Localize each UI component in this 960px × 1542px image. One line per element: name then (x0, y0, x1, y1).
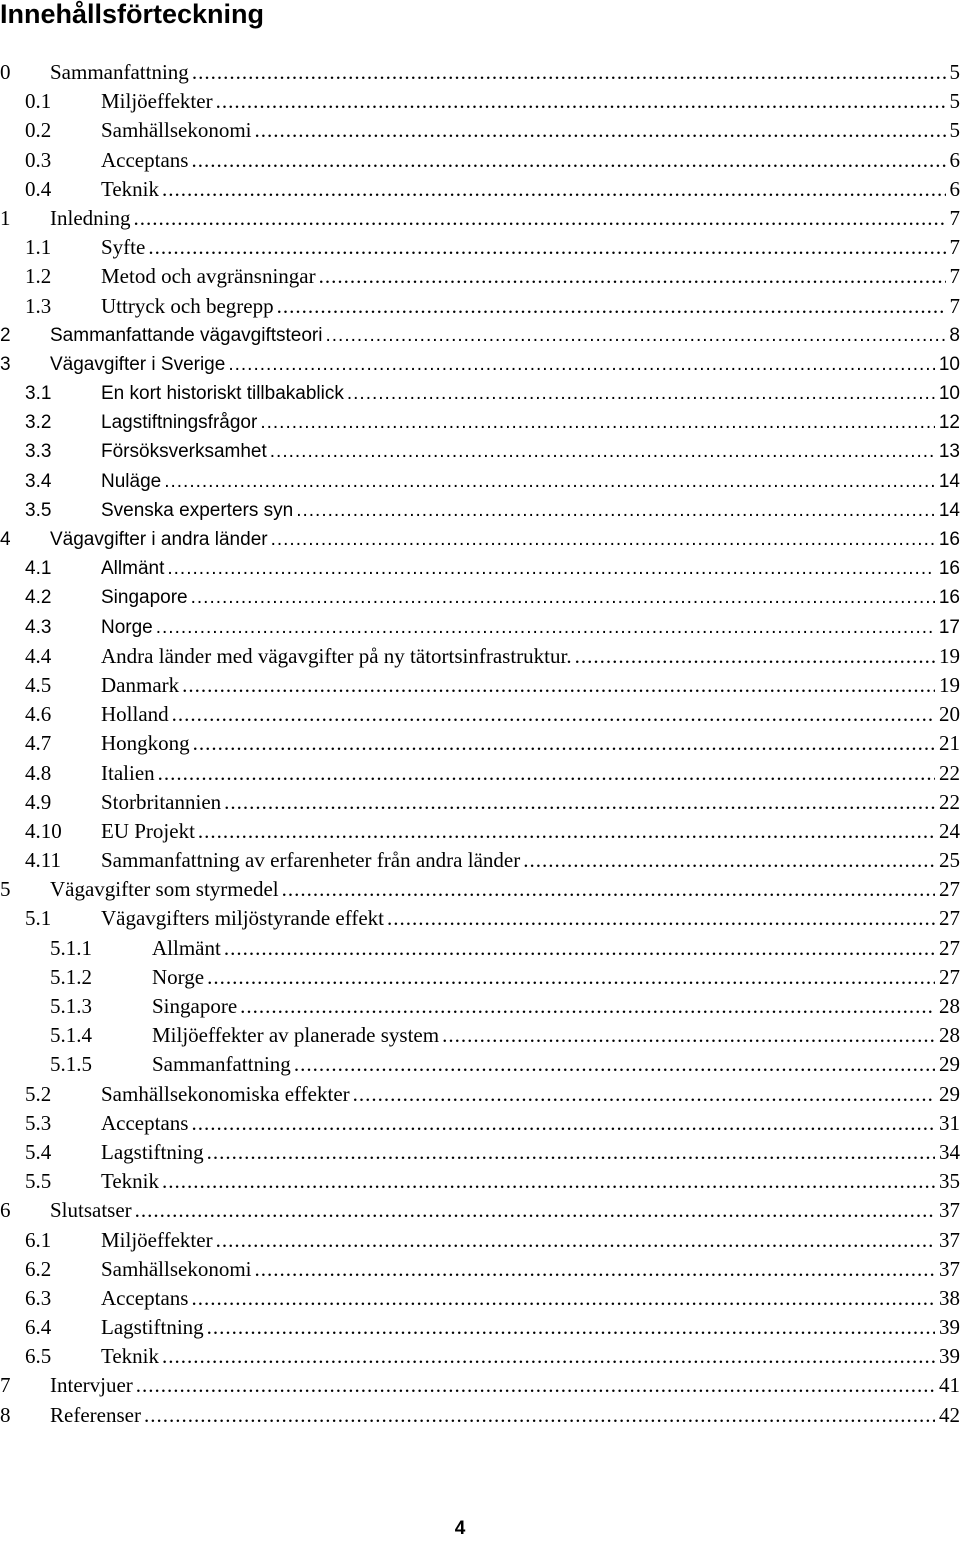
toc-entry-page: 7 (946, 233, 960, 262)
toc-entry[interactable] (0, 963, 960, 992)
toc-dot-leader (347, 379, 935, 408)
toc-entry-line (101, 817, 960, 846)
toc-entry[interactable] (0, 262, 960, 291)
toc-entry-page: 20 (935, 700, 960, 729)
toc-entry-number: 4.5 (25, 672, 52, 697)
toc-dot-leader (270, 437, 935, 466)
toc-entry-number: 5.5 (25, 1169, 52, 1194)
toc-entry-label: Samhällsekonomiska effekter (101, 1080, 353, 1109)
toc-entry-label: Svenska experters syn (101, 496, 296, 525)
toc-entry-line (101, 292, 960, 321)
toc-entry-line (101, 554, 960, 583)
toc-dot-leader (198, 817, 935, 846)
toc-entry-line (101, 583, 960, 612)
toc-entry-number: 0.4 (25, 176, 52, 201)
toc-dot-leader (136, 1371, 935, 1400)
toc-entry[interactable] (0, 146, 960, 175)
toc-dot-leader (182, 671, 935, 700)
toc-entry-label: Allmänt (101, 554, 167, 583)
toc-entry-line (101, 1284, 960, 1313)
toc-entry-line (101, 1255, 960, 1284)
toc-entry[interactable] (0, 175, 960, 204)
toc-entry-number: 4.3 (25, 616, 52, 638)
toc-entry-page: 28 (935, 992, 960, 1021)
toc-entry-number: 5.1.4 (50, 1023, 92, 1048)
toc-entry[interactable] (0, 1109, 960, 1138)
toc-entry-label: Singapore (101, 583, 191, 612)
toc-entry-page: 10 (935, 350, 960, 379)
toc-entry[interactable] (0, 1050, 960, 1079)
toc-entry-number: 6.4 (25, 1315, 52, 1340)
toc-entry-number: 4 (0, 529, 11, 550)
toc-entry-number: 4.8 (25, 760, 52, 785)
toc-entry-line (152, 992, 960, 1021)
toc-dot-leader (271, 525, 935, 554)
toc-entry[interactable] (0, 233, 960, 262)
toc-dot-leader (442, 1021, 935, 1050)
toc-entry-label: Miljöeffekter (101, 87, 216, 116)
toc-entry-line (101, 437, 960, 466)
toc-entry-page: 16 (935, 554, 960, 583)
toc-entry-page: 27 (935, 875, 960, 904)
toc-dot-leader (575, 642, 935, 671)
toc-entry-label: Italien (101, 759, 158, 788)
toc-entry-page: 19 (935, 671, 960, 700)
toc-entry-number: 0.2 (25, 118, 52, 143)
toc-entry-page: 24 (935, 817, 960, 846)
toc-entry-line (101, 846, 960, 875)
toc-entry-number: 6.2 (25, 1256, 52, 1281)
toc-dot-leader (172, 700, 935, 729)
toc-entry-page: 39 (935, 1313, 960, 1342)
toc-entry-page: 14 (935, 467, 960, 496)
toc-entry-label: Inledning (50, 204, 133, 233)
toc-entry-line (50, 321, 960, 350)
toc-entry-label: Referenser (50, 1401, 144, 1430)
toc-entry-line (101, 233, 960, 262)
toc-entry-number: 5.1.5 (50, 1052, 92, 1077)
toc-dot-leader (240, 992, 935, 1021)
toc-entry-line (101, 1226, 960, 1255)
toc-entry[interactable] (0, 1196, 960, 1225)
toc-entry-line (50, 350, 960, 379)
toc-entry-number: 5.4 (25, 1139, 52, 1164)
toc-dot-leader (162, 1342, 935, 1371)
toc-entry[interactable] (0, 292, 960, 321)
toc-entry-label: Vägavgifter i andra länder (50, 525, 271, 554)
toc-entry-number: 1.3 (25, 293, 52, 318)
toc-entry[interactable] (0, 1138, 960, 1167)
toc-entry[interactable] (0, 700, 960, 729)
toc-entry-label: Singapore (152, 992, 240, 1021)
toc-entry-line (152, 1050, 960, 1079)
toc-entry-page: 25 (935, 846, 960, 875)
toc-entry-line (101, 642, 960, 671)
toc-entry-page: 7 (946, 292, 960, 321)
toc-entry[interactable] (0, 671, 960, 700)
toc-entry-page: 39 (935, 1342, 960, 1371)
toc-entry-number: 3 (0, 353, 11, 375)
toc-entry-label: Hongkong (101, 729, 193, 758)
toc-entry-line (101, 759, 960, 788)
toc-entry-line (101, 379, 960, 408)
toc-dot-leader (277, 292, 946, 321)
toc-entry-label: Lagstiftning (101, 1313, 207, 1342)
toc-entry-number: 6 (0, 1198, 11, 1223)
toc-entry-label: Danmark (101, 671, 182, 700)
toc-entry-line (101, 1138, 960, 1167)
toc-entry-number: 5.1.2 (50, 964, 92, 989)
toc-entry[interactable] (0, 1342, 960, 1371)
toc-entry-label: Vägavgifter i Sverige (50, 350, 228, 379)
toc-dot-leader (387, 904, 935, 933)
toc-entry-label: Syfte (101, 233, 148, 262)
toc-entry-page: 35 (935, 1167, 960, 1196)
toc-entry-line (101, 788, 960, 817)
toc-dot-leader (144, 1401, 935, 1430)
toc-entry-page: 6 (946, 146, 960, 175)
toc-entry-page: 5 (946, 87, 960, 116)
toc-entry-label: Norge (101, 613, 156, 642)
toc-entry-label: Sammanfattning (50, 58, 192, 87)
toc-entry-label: Acceptans (101, 1284, 191, 1313)
toc-entry-label: Uttryck och begrepp (101, 292, 277, 321)
toc-entry-label: Teknik (101, 1167, 162, 1196)
toc-entry[interactable] (0, 1080, 960, 1109)
toc-entry-number: 4.11 (25, 848, 61, 873)
toc-entry-page: 12 (935, 408, 960, 437)
toc-entry[interactable] (0, 204, 960, 233)
toc-entry[interactable] (0, 1284, 960, 1313)
toc-dot-leader (216, 1226, 935, 1255)
toc-entry-line (101, 1342, 960, 1371)
toc-entry-number: 3.1 (25, 383, 52, 405)
toc-entry[interactable] (0, 116, 960, 145)
toc-entry-number: 4.1 (25, 558, 52, 580)
toc-entry-label: Lagstiftningsfrågor (101, 408, 260, 437)
toc-dot-leader (282, 875, 935, 904)
toc-entry-number: 4.7 (25, 731, 52, 756)
toc-entry[interactable] (0, 437, 960, 466)
toc-entry-line (101, 1080, 960, 1109)
toc-entry-number: 3.4 (25, 470, 52, 492)
toc-entry-label: Andra länder med vägavgifter på ny tätortsinfrastruktur. (101, 642, 575, 671)
toc-entry-line (101, 1109, 960, 1138)
toc-entry-number: 0 (0, 60, 11, 84)
toc-dot-leader (207, 963, 935, 992)
toc-entry[interactable] (0, 817, 960, 846)
toc-entry-page: 16 (935, 525, 960, 554)
toc-entry-line (50, 1401, 960, 1430)
toc-entry-page: 17 (935, 613, 960, 642)
toc-entry-number: 2 (0, 324, 11, 346)
toc-entry-page: 37 (935, 1196, 960, 1225)
toc-entry-page: 10 (935, 379, 960, 408)
toc-entry-page: 22 (935, 788, 960, 817)
toc-dot-leader (224, 934, 935, 963)
toc-entry-line (101, 729, 960, 758)
toc-entry-number: 1.1 (25, 235, 52, 260)
toc-dot-leader (207, 1138, 935, 1167)
toc-entry[interactable] (0, 788, 960, 817)
toc-entry[interactable] (0, 904, 960, 933)
toc-entry[interactable] (0, 525, 960, 554)
toc-dot-leader (191, 1284, 935, 1313)
toc-entry-number: 7 (0, 1373, 11, 1398)
toc-entry-label: Vägavgifters miljöstyrande effekt (101, 904, 387, 933)
toc-dot-leader (296, 496, 935, 525)
toc-dot-leader (192, 58, 946, 87)
toc-entry-page: 38 (935, 1284, 960, 1313)
toc-entry-page: 19 (935, 642, 960, 671)
toc-dot-leader (164, 467, 935, 496)
toc-entry-number: 3.2 (25, 412, 52, 434)
toc-entry-line (50, 58, 960, 87)
toc-dot-leader (135, 1196, 935, 1225)
toc-entry-number: 1 (0, 205, 11, 230)
toc-entry-page: 5 (946, 116, 960, 145)
toc-entry-line (101, 87, 960, 116)
toc-entry-label: Sammanfattning av erfarenheter från andra länder (101, 846, 523, 875)
toc-entry-line (50, 525, 960, 554)
toc-entry-label: Samhällsekonomi (101, 1255, 255, 1284)
toc-entry-page: 16 (935, 583, 960, 612)
toc-entry-number: 3.5 (25, 499, 52, 521)
toc-entry-number: 4.2 (25, 587, 52, 609)
page-number: 4 (454, 1518, 466, 1539)
toc-dot-leader (191, 146, 945, 175)
toc-dot-leader (216, 87, 946, 116)
toc-entry-label: Acceptans (101, 146, 191, 175)
toc-dot-leader (167, 554, 935, 583)
toc-entry-number: 8 (0, 1402, 11, 1427)
toc-entry-line (101, 613, 960, 642)
toc-entry[interactable] (0, 875, 960, 904)
toc-entry-line (50, 875, 960, 904)
toc-entry-page: 13 (935, 437, 960, 466)
toc-entry[interactable] (0, 729, 960, 758)
toc-dot-leader (133, 204, 945, 233)
toc-dot-leader (156, 613, 935, 642)
toc-entry-label: Teknik (101, 1342, 162, 1371)
toc-entry-line (101, 116, 960, 145)
toc-entry-number: 1.2 (25, 264, 52, 289)
toc-entry-label: Metod och avgränsningar (101, 262, 319, 291)
toc-entry[interactable] (0, 934, 960, 963)
toc-entry[interactable] (0, 58, 960, 87)
toc-entry-page: 6 (946, 175, 960, 204)
toc-entry[interactable] (0, 846, 960, 875)
toc-entry-number: 6.3 (25, 1285, 52, 1310)
toc-dot-leader (193, 729, 935, 758)
toc-entry-number: 0.1 (25, 89, 52, 114)
toc-entry[interactable] (0, 321, 960, 350)
toc-entry-number: 5.1 (25, 906, 52, 931)
toc-entry[interactable] (0, 642, 960, 671)
toc-entry[interactable] (0, 759, 960, 788)
toc-entry-page: 42 (935, 1401, 960, 1430)
toc-entry[interactable] (0, 554, 960, 583)
toc-entry-label: Allmänt (152, 934, 224, 963)
toc-dot-leader (255, 1255, 936, 1284)
toc-entry-label: Sammanfattning (152, 1050, 294, 1079)
toc-entry-label: Teknik (101, 175, 162, 204)
toc-entry-label: Försöksverksamhet (101, 437, 270, 466)
toc-entry-page: 31 (935, 1109, 960, 1138)
toc-entry-number: 5.3 (25, 1110, 52, 1135)
toc-entry-page: 41 (935, 1371, 960, 1400)
toc-entry[interactable] (0, 1226, 960, 1255)
toc-entry[interactable] (0, 583, 960, 612)
toc-entry-page: 7 (946, 262, 960, 291)
toc-entry-page: 21 (935, 729, 960, 758)
toc-dot-leader (162, 1167, 935, 1196)
toc-entry-line (50, 1371, 960, 1400)
toc-entry-page: 28 (935, 1021, 960, 1050)
toc-entry-line (101, 700, 960, 729)
toc-entry-number: 5.1.3 (50, 994, 92, 1018)
toc-entry-line (101, 1313, 960, 1342)
toc-entry-line (101, 904, 960, 933)
toc-entry[interactable] (0, 379, 960, 408)
toc-entry[interactable] (0, 1401, 960, 1430)
toc-entry-label: En kort historiskt tillbakablick (101, 379, 347, 408)
toc-entry-page: 14 (935, 496, 960, 525)
toc-entry-label: Miljöeffekter av planerade system (152, 1021, 442, 1050)
toc-entry[interactable] (0, 1167, 960, 1196)
toc-entry[interactable] (0, 992, 960, 1021)
toc-dot-leader (326, 321, 946, 350)
toc-dot-leader (224, 788, 935, 817)
toc-entry-line (50, 1196, 960, 1225)
toc-entry-line (101, 408, 960, 437)
toc-entry-number: 5.1.1 (50, 935, 92, 960)
toc-entry[interactable] (0, 467, 960, 496)
toc-entry-line (101, 671, 960, 700)
toc-entry[interactable] (0, 87, 960, 116)
toc-entry-line (101, 496, 960, 525)
toc-dot-leader (191, 583, 935, 612)
toc-entry-page: 37 (935, 1255, 960, 1284)
toc-entry-label: Norge (152, 963, 207, 992)
toc-dot-leader (319, 262, 946, 291)
toc-entry[interactable] (0, 1313, 960, 1342)
toc-dot-leader (523, 846, 935, 875)
toc-entry[interactable] (0, 613, 960, 642)
page-title: Innehållsförteckning (0, 0, 265, 29)
toc-entry-number: 4.6 (25, 702, 52, 727)
toc-entry[interactable] (0, 350, 960, 379)
toc-entry-page: 27 (935, 904, 960, 933)
toc-dot-leader (294, 1050, 935, 1079)
toc-entry-number: 6.1 (25, 1227, 52, 1252)
toc-dot-leader (228, 350, 935, 379)
table-of-contents (0, 58, 960, 1430)
toc-entry-label: Miljöeffekter (101, 1226, 216, 1255)
toc-entry-page: 29 (935, 1050, 960, 1079)
toc-dot-leader (162, 175, 945, 204)
toc-dot-leader (353, 1080, 935, 1109)
toc-dot-leader (207, 1313, 935, 1342)
toc-entry[interactable] (0, 408, 960, 437)
toc-entry-label: Intervjuer (50, 1371, 136, 1400)
toc-entry-page: 29 (935, 1080, 960, 1109)
toc-entry-number: 4.9 (25, 789, 52, 814)
toc-entry-label: Nuläge (101, 467, 164, 496)
toc-entry[interactable] (0, 496, 960, 525)
toc-entry-label: Storbritannien (101, 788, 224, 817)
toc-entry-label: Sammanfattande vägavgiftsteori (50, 321, 326, 350)
toc-entry-label: EU Projekt (101, 817, 198, 846)
toc-entry-line (152, 934, 960, 963)
toc-dot-leader (158, 759, 935, 788)
toc-entry-page: 8 (945, 321, 960, 350)
toc-entry-line (101, 146, 960, 175)
toc-entry-number: 5.2 (25, 1081, 52, 1106)
toc-entry-label: Slutsatser (50, 1196, 135, 1225)
toc-dot-leader (191, 1109, 935, 1138)
toc-entry-line (101, 175, 960, 204)
toc-entry-label: Lagstiftning (101, 1138, 207, 1167)
toc-entry-page: 34 (935, 1138, 960, 1167)
toc-entry-page: 5 (946, 58, 960, 87)
toc-entry-line (152, 963, 960, 992)
toc-entry-line (50, 204, 960, 233)
toc-entry-line (152, 1021, 960, 1050)
toc-entry-page: 27 (935, 934, 960, 963)
toc-entry-page: 37 (935, 1226, 960, 1255)
toc-entry-number: 5 (0, 877, 11, 902)
toc-entry-number: 6.5 (25, 1344, 52, 1369)
toc-entry-number: 4.4 (25, 643, 52, 668)
toc-entry-line (101, 1167, 960, 1196)
toc-entry-line (101, 467, 960, 496)
toc-entry-number: 4.10 (25, 818, 62, 843)
toc-dot-leader (260, 408, 935, 437)
toc-entry-label: Acceptans (101, 1109, 191, 1138)
toc-entry-page: 7 (946, 204, 960, 233)
toc-entry-label: Holland (101, 700, 172, 729)
toc-entry[interactable] (0, 1255, 960, 1284)
toc-entry-label: Samhällsekonomi (101, 116, 255, 145)
toc-entry[interactable] (0, 1371, 960, 1400)
toc-entry[interactable] (0, 1021, 960, 1050)
toc-entry-label: Vägavgifter som styrmedel (50, 875, 282, 904)
toc-entry-page: 22 (935, 759, 960, 788)
toc-entry-number: 0.3 (25, 147, 52, 172)
toc-dot-leader (148, 233, 945, 262)
toc-entry-page: 27 (935, 963, 960, 992)
toc-entry-number: 3.3 (25, 441, 52, 463)
toc-entry-line (101, 262, 960, 291)
toc-dot-leader (255, 116, 946, 145)
